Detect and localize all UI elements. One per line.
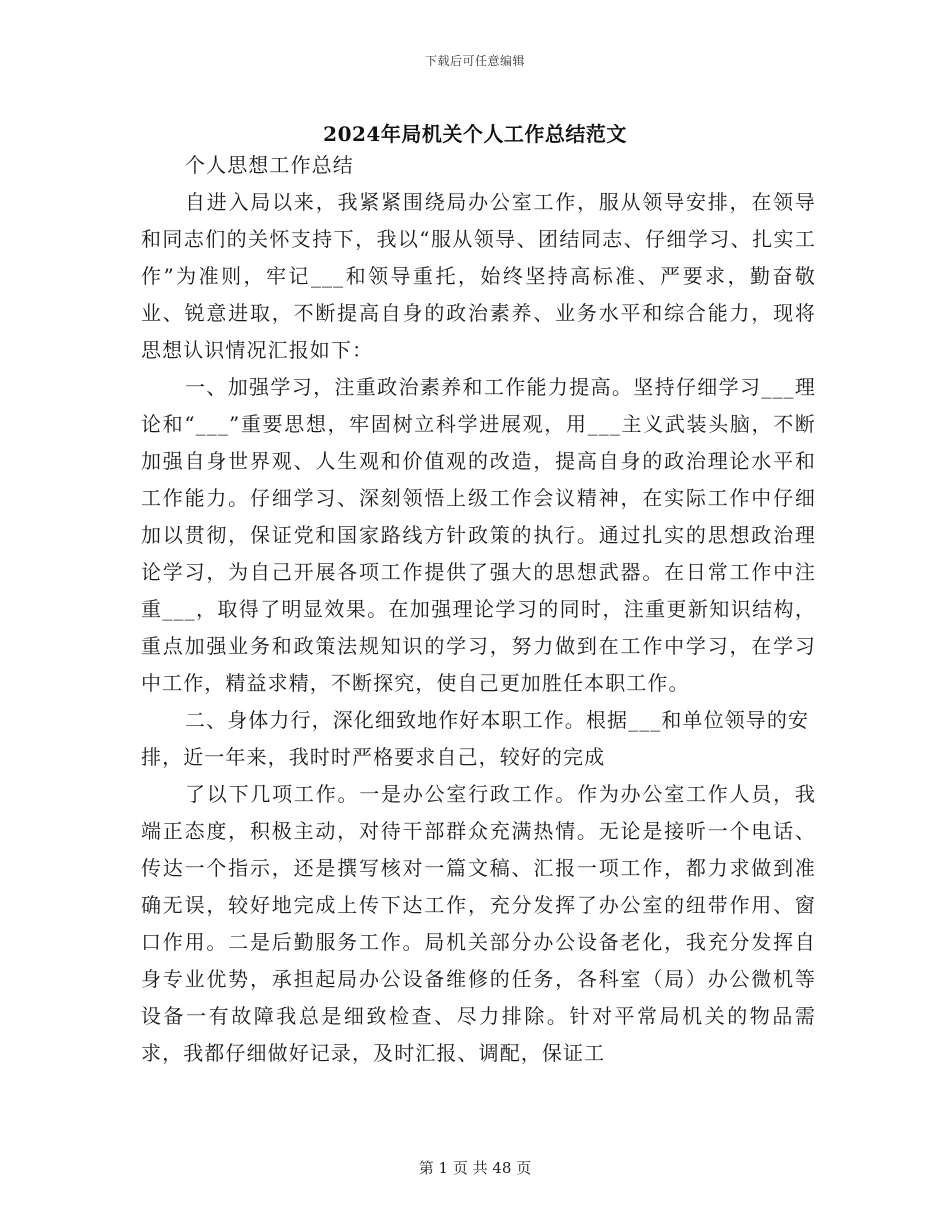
document-title: 2024年局机关个人工作总结范文 [323,122,627,146]
page-header-note: 下载后可任意编辑 [424,54,525,68]
document-body [141,147,816,1072]
paragraph-introduction: 自进入局以来，我紧紧围绕局办公室工作，服从领导安排，在领导和同志们的关怀支持下，我以“服从领导、团结同志、仔细学习、扎实工作”为准则，牢记___和领导重托，始终坚持高标准、严要求，勤奋敬业、锐意进取，不断提高自身的政治素养、业务水平和综合能力，现将思想认识情况汇报如下： [141,190,816,362]
paragraph-work-items: 了以下几项工作。一是办公室行政工作。作为办公室工作人员，我端正态度，积极主动，对待干部群众充满热情。无论是接听一个电话、传达一个指示，还是撰写核对一篇文稿、汇报一项工作，都力求做到准确无误，较好地完成上传下达工作，充分发挥了办公室的纽带作用、窗口作用。二是后勤服务工作。局机关部分办公设备老化，我充分发挥自身专业优势，承担起局办公设备维修的任务，各科室（局）办公微机等设备一有故障我总是细致检查、尽力排除。针对平常局机关的物品需求，我都仔细做好记录，及时汇报、调配，保证工 [141,782,816,1065]
page-number-footer: 第 1 页 共 48 页 [418,1159,532,1177]
section-heading-personal-thoughts: 个人思想工作总结 [185,153,354,177]
paragraph-strengthen-study: 一、加强学习，注重政治素养和工作能力提高。坚持仔细学习___理论和“___”重要思想，牢固树立科学进展观，用___主义武装头脑，不断加强自身世界观、人生观和价值观的改造，提高自身的政治理论水平和工作能力。仔细学习、深刻领悟上级工作会议精神，在实际工作中仔细加以贯彻，保证党和国家路线方针政策的执行。通过扎实的思想政治理论学习，为自己开展各项工作提供了强大的思想武器。在日常工作中注重___，取得了明显效果。在加强理论学习的同时，注重更新知识结构，重点加强业务和政策法规知识的学习，努力做到在工作中学习，在学习中工作，精益求精，不断探究，使自己更加胜任本职工作。 [141,375,816,695]
paragraph-do-work-well: 二、身体力行，深化细致地作好本职工作。根据___和单位领导的安排，近一年来，我时时严格要求自己，较好的完成 [141,708,810,769]
